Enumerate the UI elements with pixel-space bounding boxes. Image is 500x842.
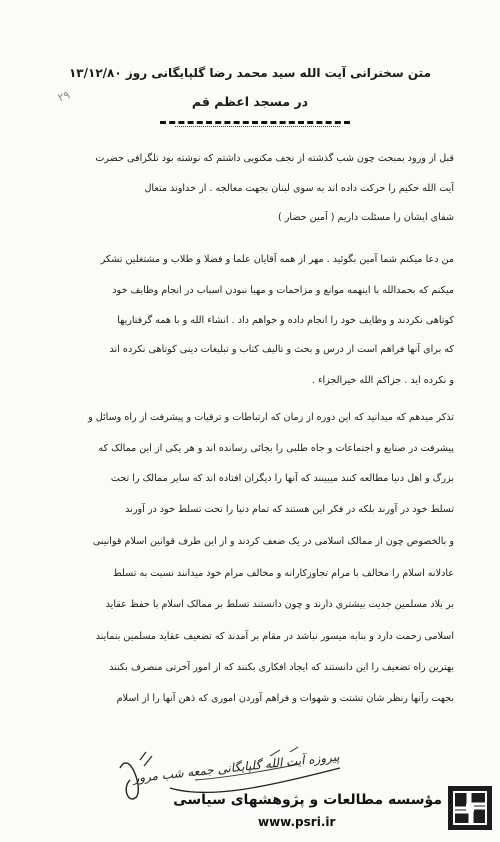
- institute-logo-icon: [448, 786, 492, 830]
- body-line: بزرگ و اهل دنیا مطالعه کنند میبینند که آنها را دیگران افتاده اند که سایر ممالک را تحت: [110, 473, 454, 484]
- header-divider: [160, 121, 350, 124]
- body-line: آیت الله حکیم را حرکت داده اند به سوی لبنان بجهت معالجه . از خداوند متعال: [144, 183, 454, 194]
- signature-text: پیروزه آیت الله گلپایگانی جمعه شب مرور: [132, 749, 341, 786]
- body-line: بر بلاد مسلمین جدیت بیشتری دارند و چون دانستند تسلط بر ممالک اسلام با حفظ عقاید: [105, 599, 454, 610]
- body-line: تذکر میدهم که میدانید که این دوره از زمان که ارتباطات و ترقیات و پیشرفت از راه وسائل و: [88, 412, 454, 423]
- institute-name: مؤسسه مطالعات و پژوهشهای سیاسی: [173, 792, 442, 808]
- body-line: عادلانه اسلام را مخالف با مرام تجاوزکارانه و مخالف مرام خود میدانند نسبت به تسلط: [112, 568, 454, 579]
- body-line: که برای آنها فراهم است از درس و بحث و تالیف کتاب و تبلیغات دینی کوتاهی نکرده اند: [109, 344, 454, 355]
- body-line: میکنم که بحمدالله با اینهمه موانع و مزاحمات و مهیا نبودن اسباب در انجام وظایف خود: [112, 285, 454, 296]
- body-line: و بالخصوص چون از ممالک اسلامی در یک ضعف کردند و از این طرف قوانین اسلام قوانینی: [92, 536, 454, 547]
- institute-url: www.psri.ir: [258, 815, 336, 829]
- body-line: بجهت رآنها رنظر شان تشتت و شهوات و فراهم آوردن اموری که ذهن آنها را از اسلام: [116, 693, 454, 704]
- body-line: پیشرفت در صنایع و اجتماعات و جاه طلبی را بجائی رسانده اند و هر یکی از این ممالک که: [98, 443, 454, 454]
- body-line: قبل از ورود بمبحث چون شب گذشته از نجف مکتوبی داشتم که نوشته بود تلگرافی حضرت: [95, 153, 454, 164]
- body-line: و نکرده اید . جزاکم الله خیرالجزاء .: [311, 375, 454, 386]
- body-line: اسلامی زحمت دارد و بنابه میسور نباشد در مقام بر آمدند که تضعیف عقاید مسلمین بنمایند: [95, 631, 454, 642]
- body-line: شفای ایشان را مسئلت داریم ( آمین حضار ): [278, 212, 454, 223]
- margin-note: ۲۹: [56, 88, 72, 105]
- body-line: کوتاهی نکردند و وظایف خود را انجام داده و خواهم داد . انشاء الله و با همه گرفتاریها: [117, 315, 454, 326]
- header-divider-underline: [175, 126, 340, 127]
- body-line: من دعا میکنم شما آمین بگوئید . مهر از همه آقایان علما و فضلا و طلاب و مشتغلین تشکر: [100, 254, 454, 265]
- body-line: تسلط خود در آورند بلکه در فکر این هستند که تمام دنیا را تحت تسلط خود در آورند: [125, 504, 454, 515]
- document-subtitle: در مسجد اعظم قم: [191, 94, 309, 109]
- body-line: بهترین راه تضعیف را این دانستند که ایجاد افکاری بکنند که از امور آخرتی منصرف بکنند: [109, 662, 454, 673]
- document-title: متن سخنرانی آیت الله سید محمد رضا گلپایگانی روز ۱۳/۱۲/۸۰: [68, 66, 432, 80]
